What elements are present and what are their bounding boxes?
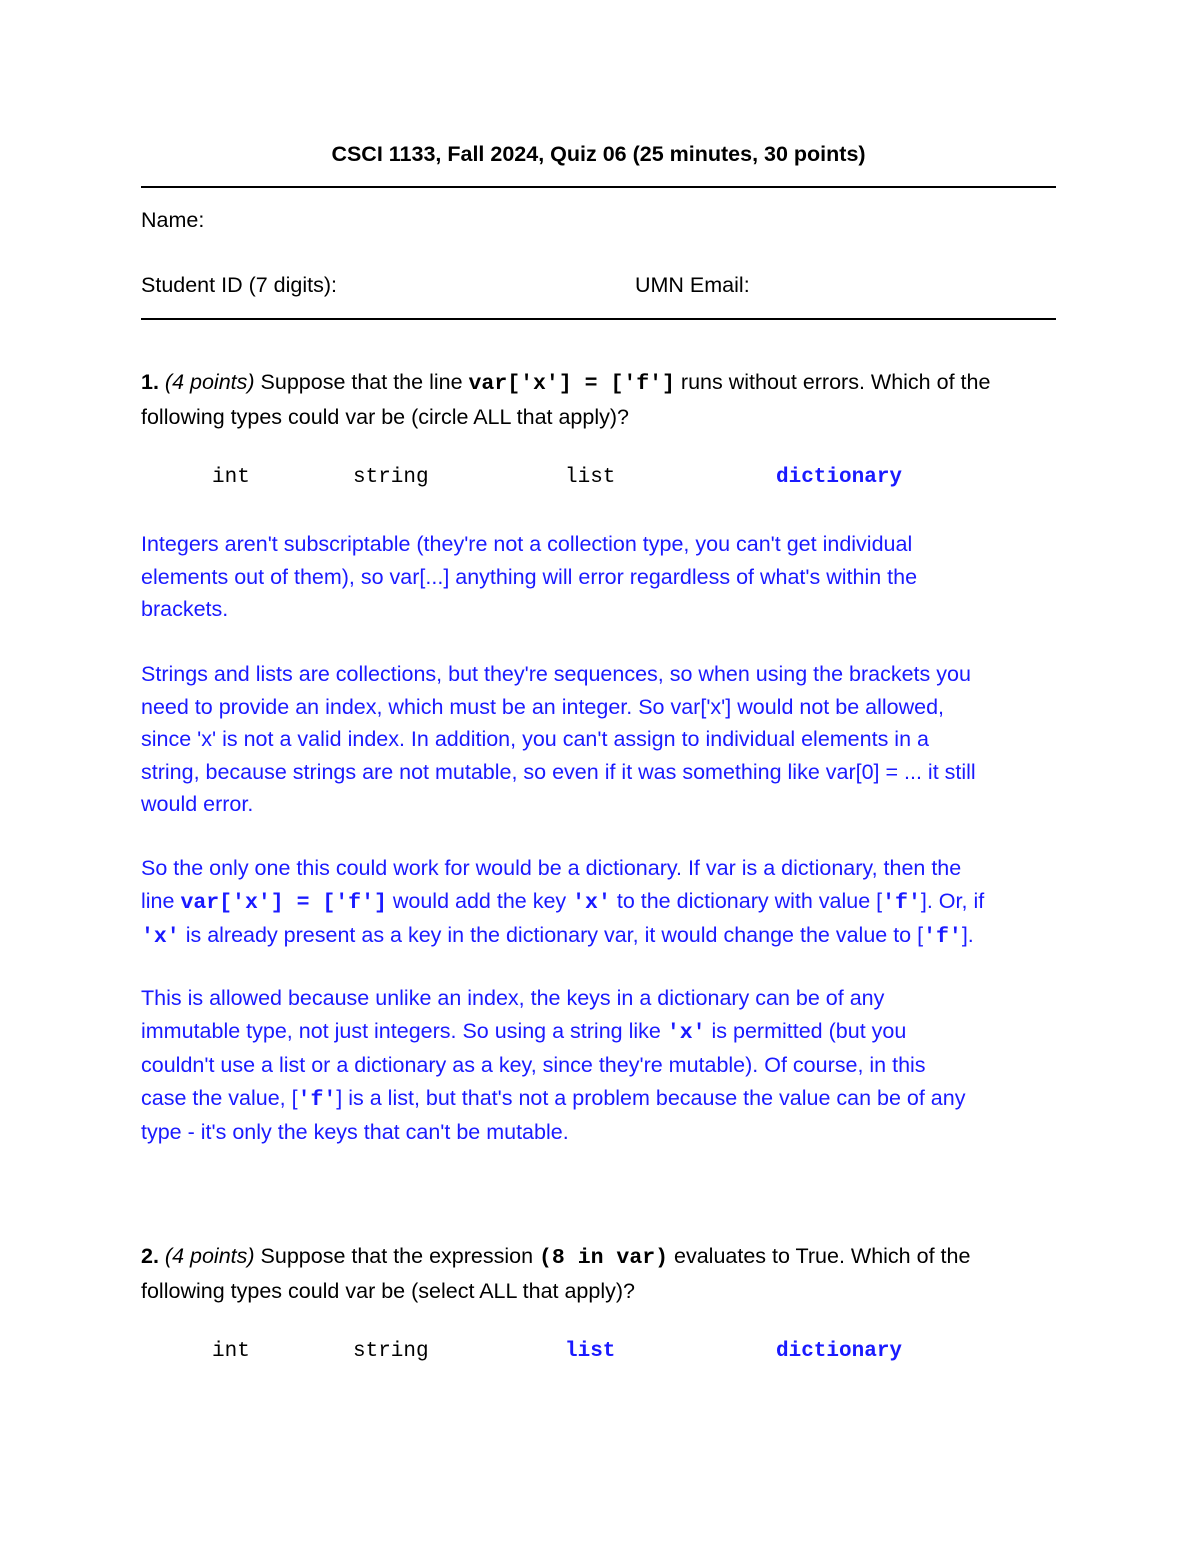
choice-string[interactable]: string — [353, 466, 429, 489]
answer-text: case the value, [ — [141, 1085, 298, 1110]
question-code: var['x'] = ['f'] — [468, 372, 675, 396]
answer-code: var['x'] = ['f'] — [180, 890, 387, 915]
question-1-choices — [141, 466, 1061, 498]
answer-text: line — [141, 888, 181, 913]
question-points: (4 points) — [164, 1244, 255, 1268]
question-1 — [141, 366, 1061, 433]
answer-line: need to provide an index, which must be an integer. So var['x'] would not be allowed, — [141, 694, 945, 719]
question-text: runs without errors. Which of the — [674, 370, 991, 394]
choice-list-selected[interactable]: list — [565, 1340, 616, 1363]
choice-int[interactable]: int — [212, 466, 250, 489]
answer-code: 'x' — [572, 890, 611, 915]
page-title: CSCI 1133, Fall 2024, Quiz 06 (25 minutes, 30 points) — [331, 142, 866, 166]
question-2-choices — [141, 1340, 1061, 1372]
answer-explanation-2 — [141, 658, 1061, 821]
answer-line: So the only one this could work for would be a dictionary. If var is a dictionary, then the — [141, 856, 962, 880]
header-rule-bottom — [141, 318, 1056, 320]
question-number: 2. — [141, 1244, 159, 1268]
question-1-line-1 — [141, 366, 1061, 401]
student-id-label: Student ID (7 digits): — [141, 273, 337, 297]
answer-text: is permitted (but you — [705, 1018, 907, 1043]
question-text: Suppose that the expression — [254, 1244, 540, 1268]
question-2 — [141, 1240, 1061, 1307]
answer-code: 'x' — [141, 925, 180, 949]
email-label: UMN Email: — [635, 273, 750, 297]
answer-line: Integers aren't subscriptable (they're not a collection type, you can't get individual — [141, 532, 913, 556]
answer-code: 'f' — [882, 890, 921, 915]
answer-explanation-3 — [141, 852, 1061, 954]
answer-line: brackets. — [141, 597, 229, 621]
answer-line: string, because strings are not mutable, so even if it was something like var[0] = ... it still — [141, 759, 976, 784]
question-number: 1. — [141, 370, 159, 394]
answer-text: ]. Or, if — [920, 888, 985, 913]
choice-int[interactable]: int — [212, 1340, 250, 1363]
answer-text: would add the key — [386, 888, 573, 913]
answer-text: ]. — [961, 923, 974, 947]
answer-code: 'x' — [666, 1020, 706, 1045]
question-2-line-2: following types could var be (select ALL that apply)? — [141, 1278, 635, 1303]
choice-string[interactable]: string — [353, 1340, 429, 1363]
choice-list[interactable]: list — [565, 466, 616, 489]
answer-line — [141, 885, 1061, 920]
question-code: (8 in var) — [539, 1246, 669, 1270]
name-label: Name: — [141, 208, 205, 232]
answer-line — [141, 1082, 1061, 1117]
answer-code: 'f' — [297, 1087, 337, 1112]
answer-line: would error. — [141, 792, 254, 816]
answer-text: is already present as a key in the dictionary var, it would change the value to [ — [179, 923, 924, 947]
answer-line: elements out of them), so var[...] anything will error regardless of what's within the — [141, 564, 918, 589]
answer-line: type - it's only the keys that can't be mutable. — [141, 1120, 569, 1144]
question-text: evaluates to True. Which of the — [668, 1244, 971, 1268]
question-1-line-2: following types could var be (circle ALL that apply)? — [141, 404, 629, 429]
answer-text: immutable type, not just integers. So using a string like — [141, 1018, 667, 1043]
question-points: (4 points) — [164, 370, 255, 394]
choice-dictionary-selected[interactable]: dictionary — [776, 466, 903, 489]
question-2-line-1 — [141, 1240, 1061, 1275]
answer-line: This is allowed because unlike an index, the keys in a dictionary can be of any — [141, 986, 885, 1010]
answer-line: Strings and lists are collections, but they're sequences, so when using the brackets you — [141, 662, 971, 686]
answer-explanation-4 — [141, 982, 1061, 1149]
answer-text: ] is a list, but that's not a problem because the value can be of any — [336, 1085, 966, 1110]
answer-explanation-1 — [141, 528, 1061, 626]
answer-code: 'f' — [923, 925, 962, 949]
answer-line: couldn't use a list or a dictionary as a key, since they're mutable). Of course, in this — [141, 1053, 926, 1077]
answer-text: to the dictionary with value [ — [610, 888, 883, 913]
answer-line — [141, 919, 1061, 954]
answer-line — [141, 1015, 1061, 1050]
answer-line: since 'x' is not a valid index. In addition, you can't assign to individual elements in a — [141, 727, 929, 751]
choice-dictionary-selected[interactable]: dictionary — [776, 1340, 903, 1363]
question-text: Suppose that the line — [254, 370, 469, 394]
header-rule-top — [141, 186, 1056, 188]
